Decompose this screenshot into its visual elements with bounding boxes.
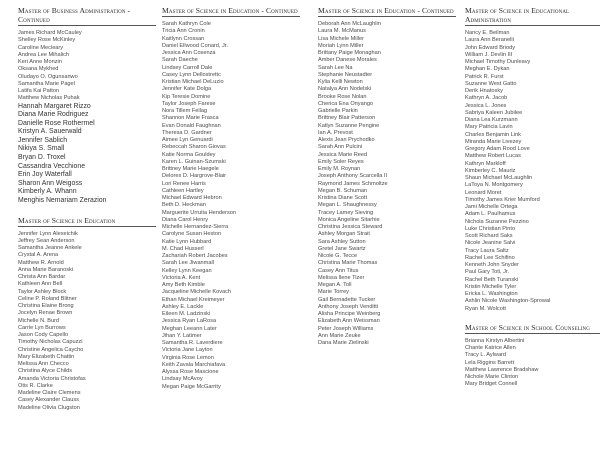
graduate-name: Kathryn A. Jacob [465,95,508,102]
graduate-name: Ann Marie Zeuke [318,332,361,339]
graduate-name: Sarah Kathryn Cole [162,21,211,27]
graduate-name: Shannon Marie Frasca [162,115,219,122]
graduate-name: Rachel Lee Schifino [465,254,515,261]
graduate-name: Evan Donald Faughnan [162,122,221,129]
graduate-name: Alexis Jean Prychodko [318,137,375,143]
graduate-name: Samantha R. Laverdiere [162,340,223,346]
graduate-name: Tracy L. Aylward [465,352,507,359]
graduate-name: Ethan Michael Kreimeyer [162,296,225,303]
graduate-name: Christa Ann Bardar [18,274,66,281]
graduate-name: Aimee Lyn Genuardi [162,137,213,143]
graduate-name: Sarah Lee Jiwanmall [162,260,214,267]
graduate-name: Menghis Nemariam Zerazion [18,197,107,205]
graduate-name: Mary Patricia Lavin [465,124,513,131]
graduate-name: Nicole Jeanine Salvi [465,240,516,247]
graduate-name: Michael Edward Hebron [162,195,222,201]
graduate-name: Jennifer Lynn Alexeichik [18,230,78,237]
graduate-name: Derik Hnatosky [465,88,503,94]
graduate-name: Latifa Kai Patton [18,88,60,94]
graduate-name: Kimberly A. Whann [18,188,77,196]
graduate-name: Jessica Marie Reed [318,151,368,158]
graduate-name: Timothy Nicholas Capuzzi [18,339,83,346]
graduate-name: Sarah Ann Pulcini [318,144,363,151]
graduate-name: Madeline Olivia Clugston [18,404,80,411]
graduate-name: Cherica Ena Onyango [318,100,374,107]
graduate-name: Amy Beth Kimble [162,282,205,288]
graduate-name: Matthew Robert Lucas [465,153,521,160]
graduate-name: Christina Jessica Steward [318,224,383,230]
graduate-name: Michael Timothy Dunleavy [465,59,531,65]
graduate-name: Diana Lea Kurzmann [465,117,518,123]
graduate-name: LaToya N. Montgomery [465,182,523,189]
graduate-name: Jessica Ryan LaRosa [162,318,217,325]
graduate-name: Andrea Lee Mihalich [18,51,69,58]
graduate-name: Christina Elaine Brong [18,303,74,310]
graduate-name: Kimberley C. Mauriz [465,167,516,174]
graduate-name: Otis R. Clarke [18,382,53,389]
graduate-name: Gabrielle Parkin [318,108,358,114]
column-3 [318,6,456,347]
column-2 [162,6,300,391]
graduate-name: Sharon Ann Weigoss [18,179,83,187]
graduate-name: Laura Ann Beranelli [465,37,514,44]
graduate-name: Christine Angelica Caycho [18,346,84,353]
graduate-name: Alyssa Rose Mascione [162,369,219,375]
column-1 [18,6,156,412]
graduate-name: Diana Marie Rodriguez [18,111,89,119]
section-header-ms-education: Master of Science in Education [18,216,156,227]
graduate-name: Beth D. Heckman [162,202,206,209]
section-header-ms-education-continued: Master of Science in Education - Continued [318,6,456,17]
section-header-ms-education-continued: Master of Science in Education - Continued [162,6,300,17]
graduate-name: Kristyn A. Sauerwald [18,128,82,136]
graduate-name: Christina Marie Thomas [318,260,378,267]
graduate-name: Elizabeth Ann Weissman [318,318,380,325]
graduate-name: Taylor Ashley Block [18,288,67,295]
graduate-name: James Richard McCauley [18,30,82,36]
graduate-name: Erin Joy Waterfall [18,171,72,179]
graduate-name: Lindsey Carroll Dale [162,64,213,71]
graduate-name: Kristian Michael DeLuzio [162,79,224,85]
graduate-name: Lori Renee Harris [162,180,206,187]
graduate-name: Lisa Michele Miller [318,35,365,42]
graduate-name: Ashlin Nicole Washington-Sprowal [465,298,551,305]
name-list-educational-administration [465,30,600,313]
graduate-name: Katie Norma Gouldey [162,151,216,158]
graduate-name: Ericka L. Washington [465,291,518,297]
graduate-name: Brooke Rose Nolan [318,93,367,100]
graduate-name: Ashley E. Lackle [162,303,204,310]
graduate-name: Casey Ann Titus [318,267,359,274]
graduate-name: Gretel Jane Swartz [318,245,366,252]
graduate-name: Moriah Lynn Miller [318,42,364,49]
graduate-name: Eileen M. Ladzinski [162,311,211,317]
graduate-name: Victoria Jane Layton [162,347,213,354]
graduate-name: Bryan D. Troxel [18,154,66,162]
graduate-name: Kylia Kelli Newton [318,79,363,85]
graduate-name: Michelle N. Burd [18,317,60,324]
column-4 [465,6,600,389]
graduate-name: Kaitlynn Crossan [162,35,205,42]
graduate-name: Karen L. Guinan-Szumski [162,158,226,165]
graduate-name: Chante Katrice Allen [465,345,516,351]
graduate-name: Nichola Suzanne Pezzino [465,218,529,225]
graduate-name: Megan Paige McGarrity [162,383,221,390]
graduate-name: Jacqueline Michelle Kovach [162,289,232,296]
graduate-name: Charles Benjamin Link [465,131,521,138]
graduate-name: M. Chad Husserl [162,245,204,252]
graduate-name: Sarah Lee Na [318,64,353,71]
graduate-name: Jessica L. Jones [465,102,507,109]
graduate-name: Taylor Joseph Farese [162,100,216,107]
graduate-name: Jeffrey Sean Anderson [18,237,75,244]
graduate-name: Samantha Jeanne Ankele [18,245,82,252]
graduate-name: Mary Elizabeth Chattin [18,353,75,360]
graduate-name: Emily M. Roynan [318,166,361,172]
graduate-name: Kelley Lynn Keegan [162,267,212,274]
graduate-name: Matthew Lawrence Bradshaw [465,366,539,373]
graduate-name: Rachel Beth Turanski [465,276,519,283]
graduate-name: Rebeccah Sharon Giovas [162,144,226,151]
graduate-name: Jessica Ann Cosenza [162,50,216,56]
graduate-name: Meghan E. Dykan [465,66,510,73]
graduate-name: Nichole Marie Clinton [465,374,519,380]
graduate-name: Monica Angeline Sitarhie [318,216,380,223]
graduate-name: Keith Zavala Marchiafava [162,361,226,368]
graduate-name: Brittney Blair Patterson [318,115,376,122]
graduate-name: Oludayo O. Ogunsanwo [18,73,78,80]
graduate-name: Caroline Mecleary [18,44,64,51]
graduate-name: Victoria A. Kent [162,274,201,281]
graduate-name: Timothy James Krier Mumford [465,196,540,203]
graduate-name: Delores D. Hargrove-Blair [162,173,227,180]
graduate-name: Christina Alyce Childs [18,368,73,375]
graduate-name: Amanda Victoria Christofas [18,375,86,382]
graduate-name: Gail Bernadette Tucker [318,296,376,303]
graduate-name: Virginia Rose Lemon [162,354,214,361]
graduate-name: Katlyn Suzanne Pengine [318,122,380,129]
graduate-name: Kathryn Markloff [465,160,506,167]
graduate-name: Ian A. Prevost [318,129,353,136]
graduate-name: Ashley Morgan Strait [318,231,370,238]
graduate-name: Paul Gary Toti, Jr. [465,269,510,276]
graduate-name: Laura M. McManus [318,28,366,35]
graduate-name: Jennifer Kate Dolga [162,86,212,93]
graduate-name: Marguerite Urrutia Henderson [162,209,236,216]
graduate-name: Melissa Ann Checco [18,361,69,368]
graduate-name: Nikiya S. Small [18,145,65,153]
graduate-name: Michelle Hernandez-Sierra [162,224,229,230]
name-list-mba [18,30,156,206]
graduate-name: Ryan M. Wolcott [465,305,506,312]
graduate-name: Casey Lynn Dellostrettc [162,71,221,78]
graduate-name: Emily Soler Reyes [318,158,364,165]
graduate-name: Jocelyn Renae Brown [18,310,73,317]
graduate-name: Stephanie Neustadter [318,71,373,78]
graduate-name: Celine P. Roland Blitner [18,295,77,302]
section-header-ms-school-counseling: Master of Science in School Counseling [465,323,600,334]
graduate-name: Hannah Margaret Rizzo [18,102,91,110]
graduate-name: Kristina Diane Scott [318,195,368,201]
graduate-name: Kenneth John Snyder [465,262,519,268]
graduate-name: Patrick R. Furst [465,73,504,80]
graduate-name: Lindsay McAvoy [162,376,203,383]
graduate-name: Tricia Ann Cronin [162,28,205,35]
graduate-name: Scott Richard Saks [465,233,513,239]
graduate-name: Meghan Leeann Later [162,325,217,332]
name-list-ms-education [18,231,156,412]
graduate-name: Kathleen Ann Bell [18,281,63,288]
graduate-name: Joseph Anthony Scarcella II [318,173,388,180]
graduate-name: Mary Bridget Connell [465,381,518,388]
graduate-name: Miranda Marie Livezey [465,138,522,145]
graduate-name: Sarah Daeche [162,57,198,64]
graduate-name: Shelley Rose McKinley [18,37,76,44]
graduate-name: Theresa D. Gardner [162,129,212,136]
graduate-name: Nancy E. Beilman [465,30,510,36]
graduate-name: Samantha Marie Pagel [18,80,75,87]
graduate-name: Sabriya Kaleen Jubilee [465,109,523,116]
graduate-name: Jami Michelle Ortega [465,204,518,210]
graduate-name: Adam L. Paulhamus [465,211,516,218]
graduate-name: Brittany Paige Monaghan [318,50,381,56]
graduate-name: Alisha Principe Weinberg [318,311,381,317]
graduate-name: Tracy Laura Saltz [465,247,509,254]
graduate-name: Raymond James Schmoltze [318,180,388,187]
graduate-name: Matthew Nicholas Puhak [18,95,80,102]
graduate-name: Peter Joseph Williams [318,325,374,332]
graduate-name: Danielle Rose Rothermel [18,119,95,127]
graduate-name: Megan L. Shaughnessy [318,202,377,209]
graduate-name: Marie Torrey [318,289,349,296]
graduate-name: Luke Christian Pinto [465,225,516,232]
graduate-name: Sara Ashley Sutton [318,238,366,245]
graduate-name: Shaun Michael McLaughlin [465,175,533,181]
graduate-name: Anna Marie Baranoski [18,266,74,273]
graduate-name: Crystal A. Arena [18,252,59,259]
graduate-name: Brittney Marie Haegele [162,166,219,172]
graduate-name: Natalya Ann Nodelski [318,86,372,93]
section-header-mba-continued: Master of Business Administration - Continued [18,6,156,26]
graduate-name: Melissa Ilene Tizer [318,274,365,281]
graduate-name: Deborah Ann McLaughlin [318,21,381,27]
graduate-name: Carolyne Susan Heston [162,231,222,238]
graduate-name: Nicole G. Tecce [318,253,358,259]
graduate-name: Zachariah Robert Jacobes [162,253,228,259]
graduate-name: Carrie Lyn Burrows [18,324,66,331]
graduate-name: Kip Teresie Domine [162,93,211,100]
name-list-ms-education-continued [318,21,456,347]
graduate-name: Dana Marie Zielinski [318,340,369,346]
graduate-name: Diana Carol Henry [162,216,209,223]
graduate-name: Katie Lynn Hubbard [162,238,212,245]
graduate-name: Suzanne West Gatto [465,80,517,87]
graduate-name: Lela Riggins Barrett [465,359,515,366]
graduate-name: Jennifer Sablich [18,136,68,144]
graduate-name: Tracey Lamey Sieving [318,209,374,216]
section-header-ms-educational-administration: Master of Science in Educational Administration [465,6,600,26]
graduate-name: Nora Tillem Fellag [162,108,208,114]
graduate-name: Oksana Mykhed [18,66,59,73]
name-list-school-counseling [465,338,600,389]
graduate-name: Keri Anne Monzin [18,59,62,65]
graduate-name: Madeline Claire Clemens [18,390,81,397]
graduate-name: Leonard Moret [465,189,502,196]
graduate-name: Matthew R. Arnold [18,259,64,266]
graduate-name: Amber Danese Morales [318,57,377,64]
graduate-name: Jason Cody Capello [18,332,69,339]
graduate-name: Gregory Adam Rood Love [465,146,530,152]
graduate-name: Megan B. Schuman [318,187,368,194]
name-list-ms-education-continued [162,21,300,391]
graduate-name: Cassandra Vecchione [18,162,86,170]
graduate-name: Daniel Ellwood Conard, Jr. [162,42,228,49]
graduate-name: John Edward Briody [465,44,516,51]
graduate-name: Casey Alexander Clauss [18,397,79,404]
graduate-name: Cathleen Hartley [162,187,204,194]
graduate-name: Megan A. Toll [318,282,352,288]
graduate-name: William J. Devlin III [465,51,513,58]
graduate-name: Brianna Kirstyn Albertini [465,337,525,344]
graduate-name: Jihan Y. Latimer [162,332,202,339]
graduate-name: Anthony Joseph Venditti [318,303,379,310]
graduate-name: Kristin Michelle Tyler [465,283,517,290]
